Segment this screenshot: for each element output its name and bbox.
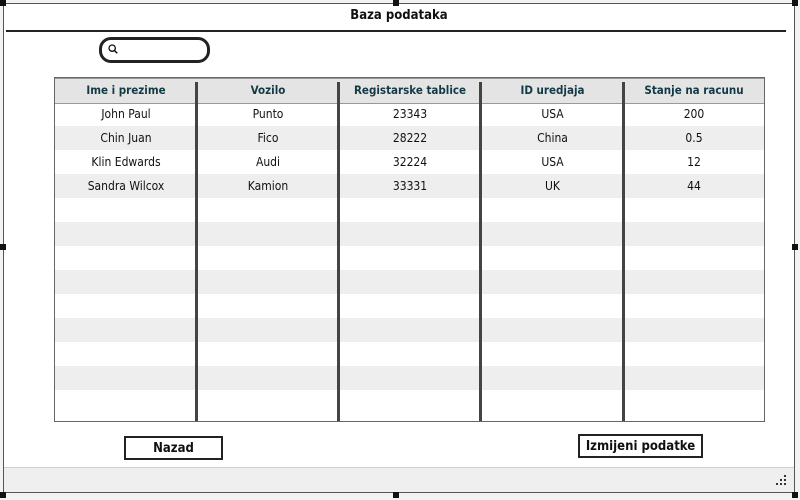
- table-cell: China: [537, 131, 568, 145]
- search-icon: [108, 44, 118, 54]
- column-header[interactable]: Ime i prezime: [86, 83, 166, 97]
- table-cell: 23343: [392, 107, 428, 121]
- table-cell: Sandra Wilcox: [87, 179, 165, 193]
- edit-data-button[interactable]: Izmijeni podatke: [578, 434, 703, 458]
- table-row[interactable]: [55, 318, 764, 342]
- table-row[interactable]: [55, 390, 764, 414]
- table-cell: 44: [687, 179, 701, 193]
- selection-handle[interactable]: [393, 0, 399, 6]
- table-row[interactable]: [55, 102, 764, 126]
- status-bar: [4, 467, 794, 492]
- table-cell: 200: [683, 107, 705, 121]
- selection-handle[interactable]: [0, 492, 6, 498]
- table-row[interactable]: [55, 270, 764, 294]
- table-row[interactable]: [55, 342, 764, 366]
- selection-handle[interactable]: [393, 492, 399, 498]
- table-row[interactable]: [55, 294, 764, 318]
- column-divider: [479, 82, 482, 421]
- selection-handle[interactable]: [792, 244, 798, 250]
- column-divider: [195, 82, 198, 421]
- table-header: [55, 78, 764, 104]
- column-header[interactable]: Registarske tablice: [353, 83, 467, 97]
- table-cell: USA: [541, 107, 564, 121]
- table-row[interactable]: [55, 174, 764, 198]
- search-box[interactable]: [99, 37, 210, 63]
- title-divider: [6, 30, 786, 32]
- table-cell: 28222: [392, 131, 428, 145]
- table-row[interactable]: [55, 150, 764, 174]
- table-row[interactable]: [55, 246, 764, 270]
- table-cell: John Paul: [101, 107, 151, 121]
- table-row[interactable]: [55, 366, 764, 390]
- table-cell: Klin Edwards: [91, 155, 161, 169]
- column-header[interactable]: ID uredjaja: [520, 83, 585, 97]
- column-header[interactable]: Vozilo: [250, 83, 286, 97]
- back-button[interactable]: Nazad: [124, 436, 223, 460]
- table-cell: 32224: [392, 155, 428, 169]
- selection-handle[interactable]: [792, 0, 798, 6]
- table-cell: 0.5: [685, 131, 703, 145]
- main-window: [3, 3, 795, 493]
- table-cell: Fico: [257, 131, 279, 145]
- search-input[interactable]: [124, 42, 208, 62]
- table-cell: Chin Juan: [100, 131, 152, 145]
- column-header[interactable]: Stanje na racunu: [644, 83, 744, 97]
- table-row[interactable]: [55, 198, 764, 222]
- table-cell: 12: [687, 155, 701, 169]
- resize-grip-icon[interactable]: [774, 473, 788, 487]
- table-row[interactable]: [55, 222, 764, 246]
- selection-handle[interactable]: [792, 492, 798, 498]
- table-row[interactable]: [55, 126, 764, 150]
- data-table: [54, 77, 765, 422]
- table-cell: 33331: [392, 179, 428, 193]
- table-cell: Kamion: [247, 179, 289, 193]
- window-title: Baza podataka: [350, 8, 448, 23]
- column-divider: [337, 82, 340, 421]
- selection-handle[interactable]: [0, 244, 6, 250]
- table-cell: Punto: [252, 107, 284, 121]
- table-cell: UK: [545, 179, 560, 193]
- table-cell: USA: [541, 155, 564, 169]
- table-cell: Audi: [255, 155, 281, 169]
- column-divider: [622, 82, 625, 421]
- selection-handle[interactable]: [0, 0, 6, 6]
